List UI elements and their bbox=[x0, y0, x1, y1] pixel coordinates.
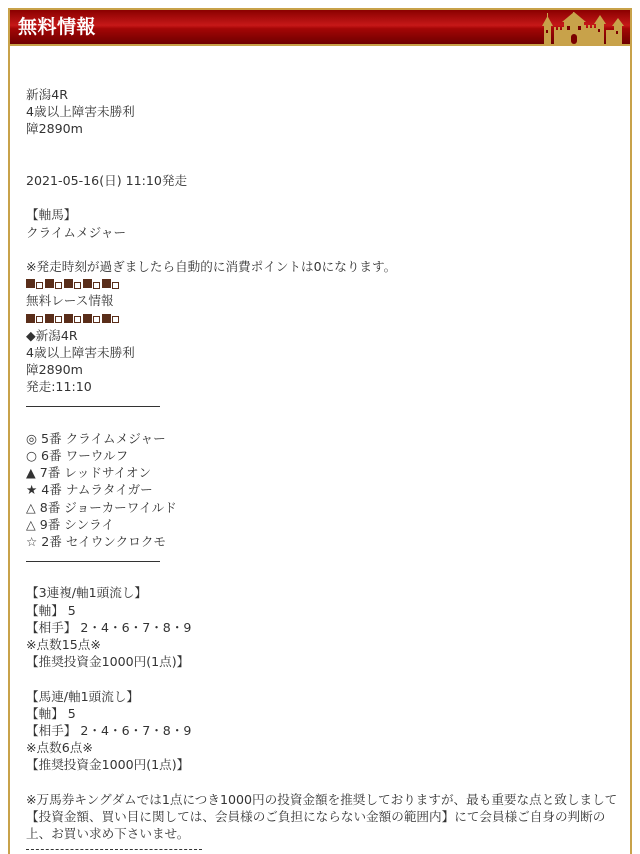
square-divider-icon bbox=[26, 309, 624, 326]
points-notice: ※発走時刻が過ぎましたら自動的に消費ポイントは0になります。 bbox=[26, 258, 397, 274]
dashed-divider bbox=[26, 842, 624, 854]
prediction-row: ★ 4番 ナムラタイガー bbox=[26, 482, 153, 498]
free-race-class: 4歳以上障害未勝利 bbox=[26, 344, 135, 360]
race-venue: 新潟4R bbox=[26, 87, 68, 102]
prediction-row: ▲ 7番 レッドサイオン bbox=[26, 465, 152, 481]
prediction-row: △ 9番 シンライ bbox=[26, 516, 114, 532]
bet-axis: 【軸】 5 bbox=[26, 602, 76, 618]
info-content bbox=[26, 86, 624, 854]
race-class: 4歳以上障害未勝利 bbox=[26, 104, 135, 120]
prediction-row: ◎ 5番 クライムメジャー bbox=[26, 430, 166, 446]
bet-type: 【馬連/軸1頭流し】 bbox=[26, 688, 140, 704]
axis-horse-name: クライムメジャー bbox=[26, 224, 127, 240]
prediction-row: ☆ 2番 セイウンクロクモ bbox=[26, 533, 167, 549]
bet-type: 【3連複/軸1頭流し】 bbox=[26, 585, 148, 601]
free-race-title: 無料レース情報 bbox=[26, 293, 114, 309]
bet-points: ※点数15点※ bbox=[26, 637, 101, 652]
disclaimer-text: ※万馬券キングダムでは1点につき1000円の投資金額を推奨しておりますが、最も重要な点と致しまして【投資金額、買い目に関しては、会員様のご負担にならない金額の範囲内】にて会員様ご自身の判断の上、お買い求め下さいませ。 bbox=[26, 791, 618, 842]
axis-horse-heading: 【軸馬】 bbox=[26, 207, 77, 223]
divider bbox=[26, 395, 624, 412]
prediction-row: △ 8番 ジョーカーワイルド bbox=[26, 499, 177, 515]
free-info-panel bbox=[8, 8, 632, 854]
free-race-course: 障2890m bbox=[26, 362, 83, 377]
divider bbox=[26, 550, 624, 567]
panel-header bbox=[10, 10, 630, 46]
bet-axis: 【軸】 5 bbox=[26, 705, 76, 721]
bet-points: ※点数6点※ bbox=[26, 740, 93, 756]
prediction-row: ○ 6番 ワーウルフ bbox=[26, 447, 129, 463]
free-race-start: 発走:11:10 bbox=[26, 379, 92, 395]
bet-partners: 【相手】 2・4・6・7・8・9 bbox=[26, 722, 192, 738]
race-course: 障2890m bbox=[26, 121, 83, 137]
square-divider-icon bbox=[26, 275, 624, 292]
bet-partners: 【相手】 2・4・6・7・8・9 bbox=[26, 619, 192, 635]
bet-amount: 【推奨投資金1000円(1点)】 bbox=[26, 654, 190, 670]
panel-title: 無料情報 bbox=[18, 16, 97, 38]
bet-amount: 【推奨投資金1000円(1点)】 bbox=[26, 757, 190, 773]
free-race-venue: ◆新潟4R bbox=[26, 327, 78, 343]
castle-icon bbox=[542, 12, 624, 44]
start-datetime: 2021-05-16(日) 11:10発走 bbox=[26, 172, 188, 188]
